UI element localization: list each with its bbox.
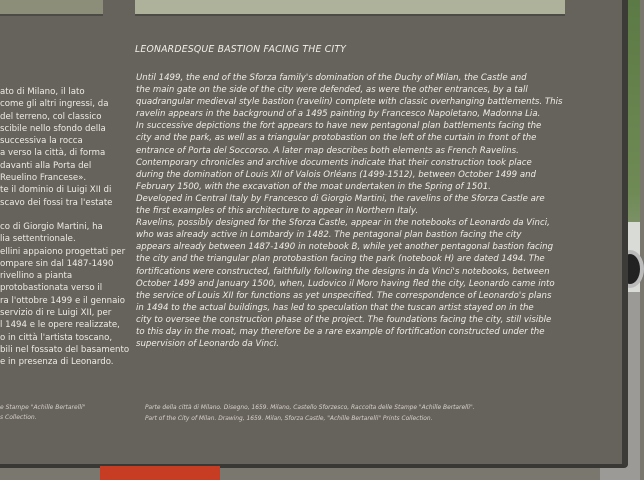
italian-text-line: davanti alla Porta del [0, 160, 92, 171]
italian-text-line: successiva la rocca [0, 136, 83, 147]
body-text-line: Until 1499, the end of the Sforza family's domination of the Duchy of Milan, the Castle and [136, 73, 527, 83]
body-text-line: October 1499 and January 1500, when, Ludovico il Moro having fled the city, Leonardo came into [136, 278, 555, 289]
body-text-line: who was already active in Lombardy in 1482. The pentagonal plan bastion facing the city [136, 230, 522, 241]
body-text-line: entrance of Porta del Soccorso. A later map describes both elements as French Ravelins. [136, 145, 519, 156]
body-text-line: city and the park, as well as a triangular protobastion on the left of the curtain in front of the [136, 133, 537, 144]
italian-text-line [0, 209, 110, 221]
italian-text-line: scibile nello sfondo della [0, 123, 106, 134]
italian-text-line: rivellino a pianta [0, 271, 73, 282]
italian-text-line: scavo dei fossi tra l'estate [0, 197, 113, 208]
body-text-line: Contemporary chronicles and archive documents indicate that their construction took place [136, 157, 532, 168]
caption-english: Part of the City of Milan. Drawing, 1659. Milan, Sforza Castle, "Achille Bertarelli" Prints Collection. [145, 415, 433, 422]
italian-text-line: del terreno, col classico [0, 111, 102, 122]
italian-caption-line: e Stampe "Achille Bertarelli" [0, 404, 86, 411]
body-text-line: February 1500, with the excavation of the moat undertaken in the Spring of 1501. [136, 181, 491, 192]
italian-text-line: co di Giorgio Martini, ha [0, 221, 103, 232]
italian-text-line: Reuelino Francese». [0, 173, 87, 184]
italian-text-line: e in presenza di Leonardo. [0, 357, 114, 368]
body-text-line: appears already between 1487-1490 in notebook B, while yet another pentagonal bastion facing [136, 242, 554, 253]
body-text-line: Ravelins, possibly designed for the Sforza Castle, appear in the notebooks of Leonardo da Vinci, [136, 218, 550, 229]
body-text-line: fortifications were constructed, faithfully following the designs in da Vinci's notebooks, between [136, 266, 550, 277]
italian-caption-line: s Collection. [0, 414, 37, 421]
italian-caption-fragment [0, 403, 110, 423]
body-text-line: the main gate on the side of the city were defended, as were the other entrances, by a tall [136, 85, 528, 96]
body-text-line: quadrangular medieval style bastion (ravelin) complete with classic overhanging battlements. This [136, 97, 563, 108]
body-text-line: Developed in Central Italy by Francesco di Giorgio Martini, the ravelins of the Sforza Castle are [136, 193, 545, 204]
body-text-line: the first examples of this architecture to appear in Northern Italy. [136, 206, 419, 217]
italian-text-line: servizio di re Luigi XII, per [0, 308, 112, 319]
italian-text-line: l 1494 e le opere realizzate, [0, 320, 120, 331]
italian-text-line: protobastionata verso il [0, 283, 103, 294]
red-support-post [100, 466, 220, 480]
italian-text-line: come gli altri ingressi, da [0, 99, 109, 110]
caption-italian: Parte della città di Milano. Disegno, 1659. Milano, Castello Sforzesco, Raccolta delle Stampe "Achille Bertarelli". [145, 405, 475, 411]
italian-text-line: ellini appaiono progettati per [0, 246, 126, 257]
body-text-line: to this day in the moat, may therefore be a rare example of fortification constructed under the [136, 326, 545, 337]
top-left-image [0, 0, 103, 16]
top-main-image [135, 0, 565, 16]
body-text-line: during the domination of Louis XII of Valois Orléans (1499-1512), between October 1499 and [136, 169, 537, 180]
english-body-text [136, 72, 581, 350]
italian-text-line: ompare sin dal 1487-1490 [0, 258, 114, 269]
body-text-line: the city and the triangular plan protobastion facing the park (notebook H) are dated 1494. The [136, 254, 545, 265]
italian-text-line: lia settentrionale. [0, 234, 76, 245]
italian-text-line: ato di Milano, il lato [0, 87, 85, 97]
italian-text-line: ra l'ottobre 1499 e il gennaio [0, 295, 126, 306]
body-text-line: ravelin appears in the background of a 1495 painting by Francesco Napoletano, Madonna Lia. [136, 109, 541, 120]
italian-text-line: te il dominio di Luigi XII di [0, 185, 112, 196]
body-text-line: In successive depictions the fort appears to have new pentagonal plan battlements facing the [136, 121, 542, 132]
body-text-line: the service of Louis XII for functions as yet unspecified. The correspondence of Leonardo's plans [136, 290, 552, 301]
italian-text-line: a verso la città, di forma [0, 148, 106, 159]
body-text-line: in 1494 to the actual buildings, has led to speculation that the tuscan artist stayed on in the [136, 302, 534, 313]
body-text-line: supervision of Leonardo da Vinci. [136, 339, 280, 350]
panel-heading: LEONARDESQUE BASTION FACING THE CITY [135, 44, 347, 55]
italian-text-line: bili nel fossato del basamento [0, 344, 130, 355]
image-caption [145, 403, 585, 424]
body-text-line: city to oversee the construction phase of the project. The foundations facing the city, still visible [136, 314, 552, 325]
italian-text-column [0, 86, 130, 369]
italian-text-line: o in città l'artista toscano, [0, 332, 113, 343]
